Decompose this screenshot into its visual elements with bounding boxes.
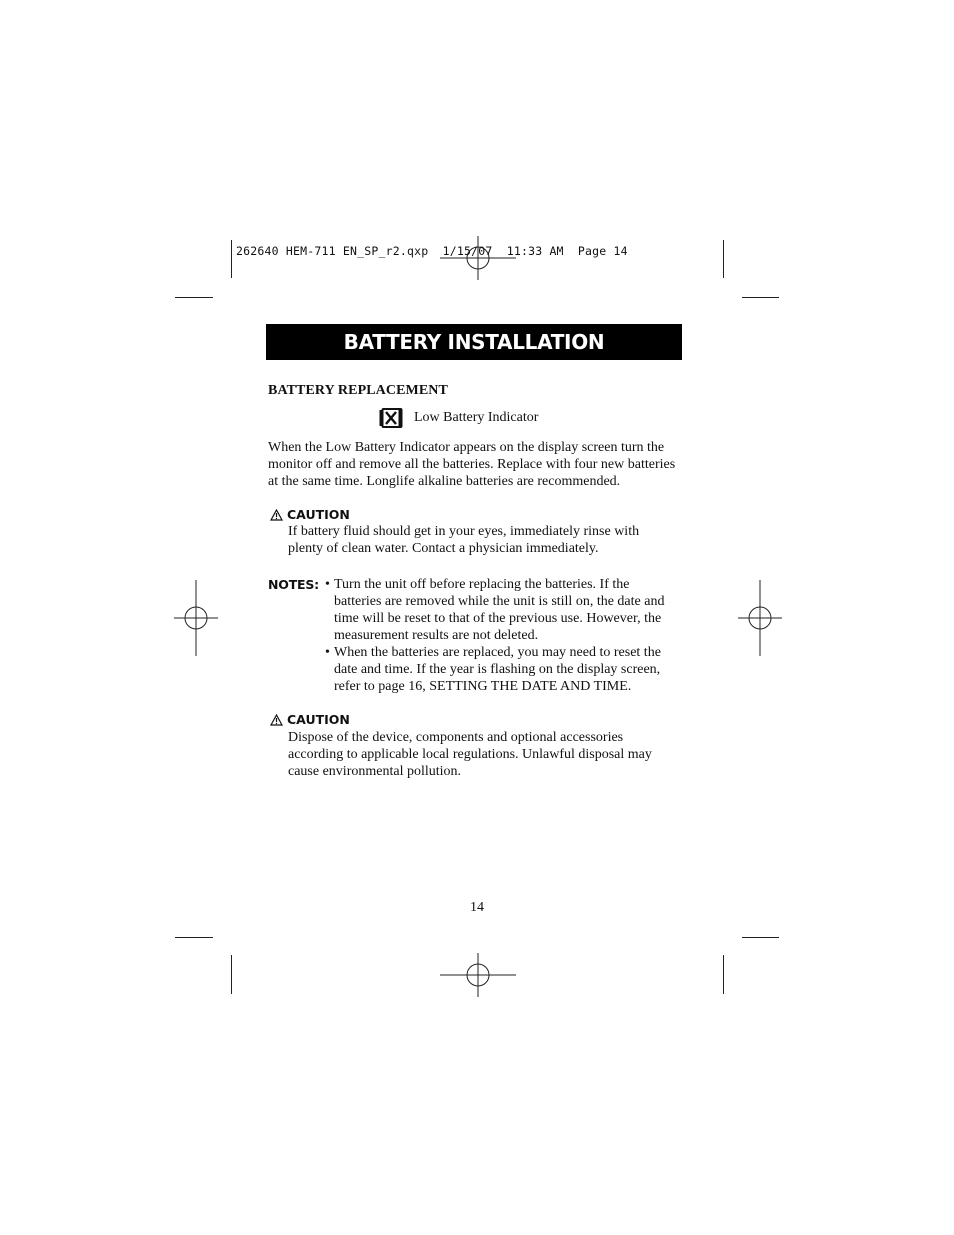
section-heading: BATTERY REPLACEMENT: [268, 383, 448, 398]
caution-line: according to applicable local regulations. Unlawful disposal may: [288, 747, 652, 762]
caution-heading-2: [270, 712, 350, 727]
caution-heading-1: [270, 507, 350, 522]
registration-mark-left: [174, 580, 218, 656]
notes-label: NOTES:: [268, 577, 319, 592]
note-line: Turn the unit off before replacing the batteries. If the: [334, 577, 630, 592]
caution-line: Dispose of the device, components and optional accessories: [288, 730, 624, 745]
caution-line: plenty of clean water. Contact a physician immediately.: [288, 541, 599, 556]
note-line: batteries are removed while the unit is still on, the date and: [334, 594, 665, 609]
crop-mark-bottom-left-horizontal: [175, 937, 213, 938]
crop-mark-top-left-vertical: [231, 240, 232, 278]
page-title: BATTERY INSTALLATION: [343, 330, 605, 354]
slug-line: 262640 HEM-711 EN_SP_r2.qxp 1/15/07 11:33 AM Page 14: [236, 244, 628, 258]
intro-line: When the Low Battery Indicator appears on the display screen turn the: [268, 440, 665, 455]
warning-triangle-icon: [270, 509, 283, 521]
warning-triangle-icon: [270, 714, 283, 726]
page-number: 14: [470, 900, 484, 915]
caution-line: If battery fluid should get in your eyes, immediately rinse with: [288, 524, 640, 539]
crop-mark-bottom-right-vertical: [723, 955, 724, 994]
note-item: [325, 576, 665, 644]
registration-mark-right: [738, 580, 782, 656]
crop-mark-top-right-horizontal: [742, 297, 779, 298]
registration-mark-bottom: [440, 953, 516, 997]
page-title-bar: [266, 324, 682, 360]
crop-mark-bottom-left-vertical: [231, 955, 232, 994]
caution-text-1: [288, 523, 639, 557]
caution-label: CAUTION: [287, 712, 350, 727]
note-line: time will be reset to that of the previous use. However, the: [334, 611, 662, 626]
low-battery-label: Low Battery Indicator: [414, 410, 539, 425]
low-battery-indicator: [378, 408, 538, 428]
caution-line: cause environmental pollution.: [288, 764, 462, 779]
intro-paragraph: [268, 439, 675, 490]
note-item: [325, 644, 661, 695]
note-line: measurement results are not deleted.: [334, 628, 539, 643]
crop-mark-top-left-horizontal: [175, 297, 213, 298]
registration-mark-top: [440, 236, 516, 280]
note-line: date and time. If the year is flashing on the display screen,: [334, 662, 661, 677]
intro-line: monitor off and remove all the batteries. Replace with four new batteries: [268, 457, 676, 472]
low-battery-icon: [378, 408, 404, 428]
note-line: When the batteries are replaced, you may need to reset the: [334, 645, 661, 660]
intro-line: at the same time. Longlife alkaline batteries are recommended.: [268, 474, 621, 489]
bullet-dot: •: [325, 577, 330, 592]
note-line: refer to page 16, SETTING THE DATE AND TIME.: [334, 679, 632, 694]
caution-label: CAUTION: [287, 507, 350, 522]
crop-mark-top-right-vertical: [723, 240, 724, 278]
crop-mark-bottom-right-horizontal: [742, 937, 779, 938]
bullet-dot: •: [325, 645, 330, 660]
caution-text-2: [288, 729, 652, 780]
